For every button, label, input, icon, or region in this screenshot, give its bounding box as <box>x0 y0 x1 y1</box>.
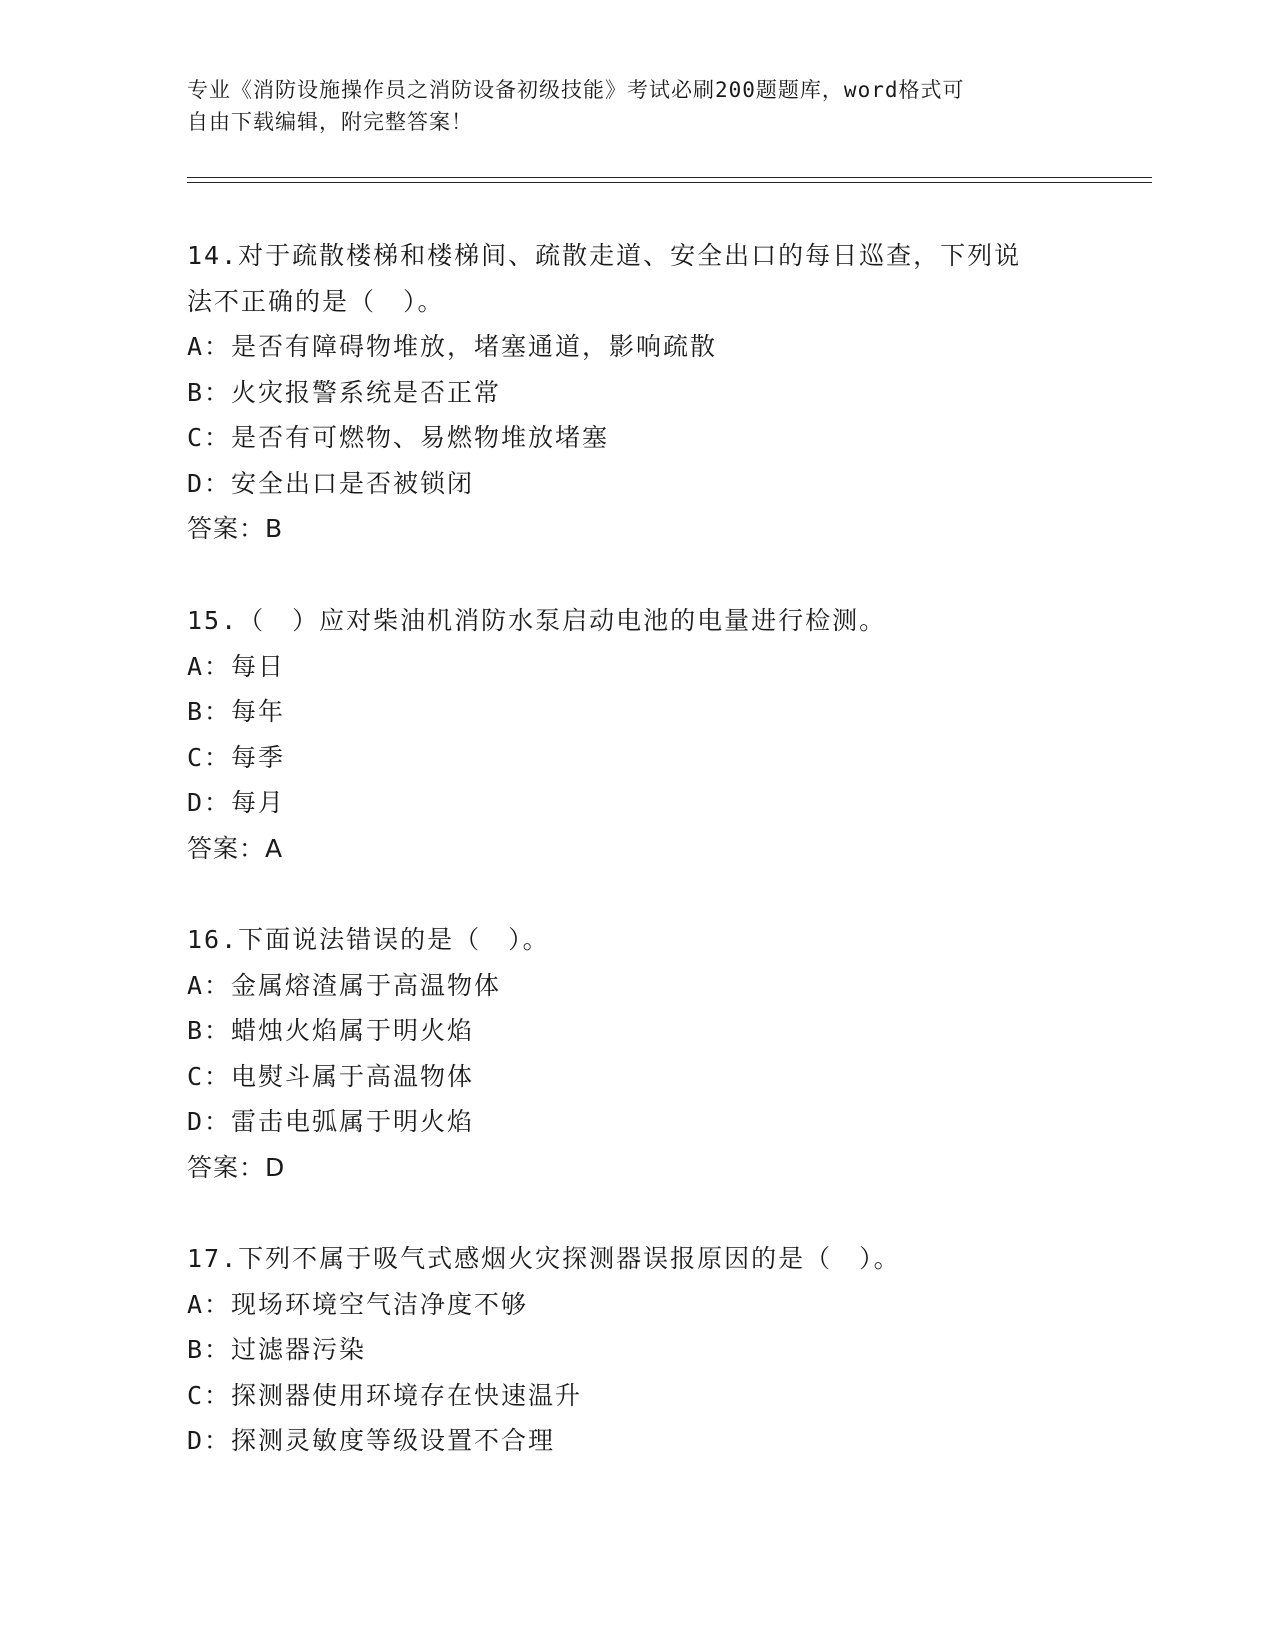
question-17 <box>187 1236 1087 1464</box>
question-stem: 16.下面说法错误的是（ ）。 <box>187 925 550 954</box>
question-stem: 15.（ ）应对柴油机消防水泵启动电池的电量进行检测。 <box>187 606 887 635</box>
answer: 答案：B <box>187 514 284 543</box>
question-stem: 14.对于疏散楼梯和楼梯间、疏散走道、安全出口的每日巡查，下列说 <box>187 241 1022 270</box>
answer: 答案：A <box>187 833 284 863</box>
header-divider-top <box>187 177 1152 178</box>
option-d: D：探测灵敏度等级设置不合理 <box>187 1426 556 1455</box>
option-a: A：金属熔渣属于高温物体 <box>187 970 502 1000</box>
question-14 <box>187 233 1087 552</box>
header-line-1: 专业《消防设施操作员之消防设备初级技能》考试必刷200题题库，word格式可 <box>187 78 965 102</box>
question-15 <box>187 598 1087 871</box>
option-a: A：是否有障碍物堆放，堵塞通道，影响疏散 <box>187 332 718 361</box>
option-d: D：每月 <box>187 788 286 817</box>
question-stem-continued: 法不正确的是（ ）。 <box>187 286 445 316</box>
option-c: C：是否有可燃物、易燃物堆放堵塞 <box>187 423 610 452</box>
header-line-2: 自由下载编辑，附完整答案！ <box>187 110 473 134</box>
document-header <box>187 74 1087 138</box>
option-b: B：过滤器污染 <box>187 1335 367 1364</box>
option-b: B：蜡烛火焰属于明火焰 <box>187 1016 475 1045</box>
option-c: C：探测器使用环境存在快速温升 <box>187 1380 583 1410</box>
option-b: B：火灾报警系统是否正常 <box>187 377 502 407</box>
option-c: C：电熨斗属于高温物体 <box>187 1061 475 1091</box>
option-a: A：每日 <box>187 651 286 681</box>
answer: 答案：D <box>187 1152 286 1182</box>
header-divider-bottom <box>187 182 1152 183</box>
option-b: B：每年 <box>187 697 286 726</box>
question-16 <box>187 917 1087 1190</box>
option-a: A：现场环境空气洁净度不够 <box>187 1289 529 1319</box>
question-stem: 17.下列不属于吸气式感烟火灾探测器误报原因的是（ ）。 <box>187 1244 901 1273</box>
option-d: D：雷击电弧属于明火焰 <box>187 1107 475 1136</box>
option-c: C：每季 <box>187 742 286 772</box>
option-d: D：安全出口是否被锁闭 <box>187 468 475 498</box>
